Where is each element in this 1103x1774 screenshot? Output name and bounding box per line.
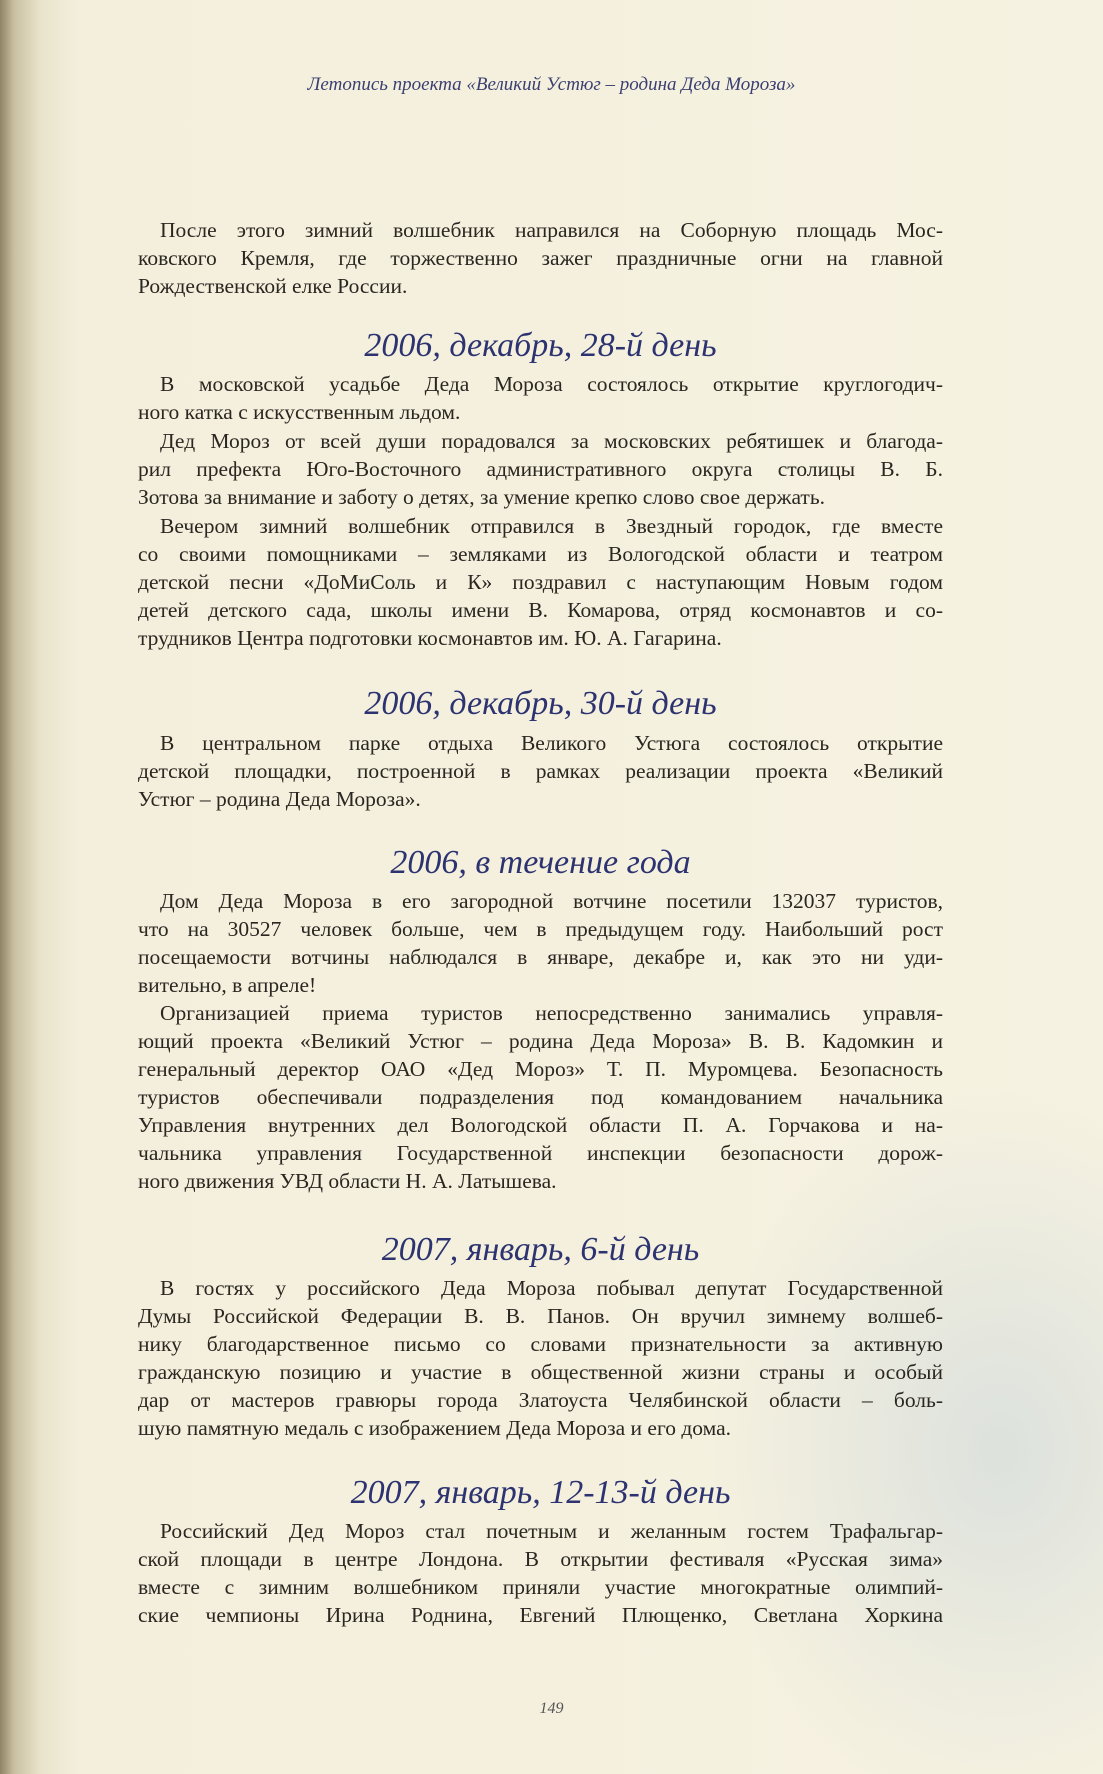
section-heading: 2007, январь, 12-13-й день [350, 1474, 731, 1511]
text-line: вительно, в апреле! [138, 973, 317, 997]
section-heading: 2007, январь, 6-й день [381, 1231, 700, 1268]
paragraph [138, 370, 943, 426]
paragraph [138, 729, 943, 813]
text-line: со своими помощниками – земляками из Вологодской области и театром [138, 542, 943, 566]
text-line: Зотова за внимание и заботу о детях, за умение крепко слово свое держать. [138, 485, 826, 509]
text-line: ской площади в центре Лондона. В открытии фестиваля «Русская зима» [138, 1547, 943, 1571]
text-line: Устюг – родина Деда Мороза». [138, 787, 421, 811]
paragraph [138, 427, 943, 511]
text-line: Вечером зимний волшебник отправился в Звездный городок, где вместе [160, 514, 943, 538]
paragraph [138, 512, 943, 652]
text-line: чальника управления Государственной инспекции безопасности дорож- [138, 1141, 943, 1165]
running-header: Летопись проекта «Великий Устюг – родина Деда Мороза» [307, 74, 796, 95]
paragraph [138, 216, 943, 300]
text-line: вместе с зимним волшебником приняли участие многократные олимпий- [138, 1575, 943, 1599]
text-line: Организацией приема туристов непосредственно занимались управля- [160, 1001, 943, 1025]
paragraph [138, 887, 943, 999]
text-line: Дом Деда Мороза в его загородной вотчине посетили 132037 туристов, [160, 889, 943, 913]
text-line: детей детского сада, школы имени В. Комарова, отряд космонавтов и со- [138, 598, 943, 622]
text-line: рил префекта Юго-Восточного административного округа столицы В. Б. [138, 457, 943, 481]
text-line: что на 30527 человек больше, чем в предыдущем году. Наибольший рост [138, 917, 943, 941]
text-line: Российский Дед Мороз стал почетным и желанным гостем Трафальгар- [160, 1519, 943, 1543]
text-line: трудников Центра подготовки космонавтов им. Ю. А. Гагарина. [138, 626, 722, 650]
text-line: ного движения УВД области Н. А. Латышева. [138, 1169, 557, 1193]
text-line: В московской усадьбе Деда Мороза состоялось открытие круглогодич- [160, 372, 943, 396]
text-line: Думы Российской Федерации В. В. Панов. Он вручил зимнему волшеб- [138, 1304, 943, 1328]
paragraph [138, 1274, 943, 1442]
text-line: гражданскую позицию и участие в общественной жизни страны и особый [138, 1360, 943, 1384]
text-line: ковского Кремля, где торжественно зажег праздничные огни на главной [138, 246, 943, 270]
text-line: Дед Мороз от всей души порадовался за московских ребятишек и благода- [160, 429, 943, 453]
text-line: Рождественской елке России. [138, 274, 408, 298]
text-line: туристов обеспечивали подразделения под командованием начальника [138, 1085, 943, 1109]
text-line: детской площадки, построенной в рамках реализации проекта «Великий [138, 759, 943, 783]
text-line: В центральном парке отдыха Великого Устюга состоялось открытие [160, 731, 943, 755]
text-line: ного катка с искусственным льдом. [138, 400, 461, 424]
section-heading: 2006, в течение года [390, 844, 691, 881]
text-line: Управления внутренних дел Вологодской области П. А. Горчакова и на- [138, 1113, 943, 1137]
section-heading: 2006, декабрь, 28-й день [364, 327, 717, 364]
text-line: генеральный деректор ОАО «Дед Мороз» Т. П. Муромцева. Безопасность [138, 1057, 943, 1081]
page-number: 149 [539, 1700, 564, 1717]
text-line: ские чемпионы Ирина Роднина, Евгений Плющенко, Светлана Хоркина [138, 1603, 943, 1627]
text-line: После этого зимний волшебник направился на Соборную площадь Мос- [160, 218, 943, 242]
text-line: В гостях у российского Деда Мороза побывал депутат Государственной [160, 1276, 943, 1300]
text-line: ющий проекта «Великий Устюг – родина Деда Мороза» В. В. Кадомкин и [138, 1029, 943, 1053]
text-line: посещаемости вотчины наблюдался в январе, декабре и, как это ни уди- [138, 945, 943, 969]
text-line: детской песни «ДоМиСоль и К» поздравил с наступающим Новым годом [138, 570, 943, 594]
text-line: дар от мастеров гравюры города Златоуста Челябинской области – боль- [138, 1388, 943, 1412]
paragraph [138, 1517, 943, 1629]
text-line: шую памятную медаль с изображением Деда Мороза и его дома. [138, 1416, 732, 1440]
paragraph [138, 999, 943, 1195]
text-line: нику благодарственное письмо со словами признательности за активную [138, 1332, 943, 1356]
section-heading: 2006, декабрь, 30-й день [364, 685, 717, 722]
